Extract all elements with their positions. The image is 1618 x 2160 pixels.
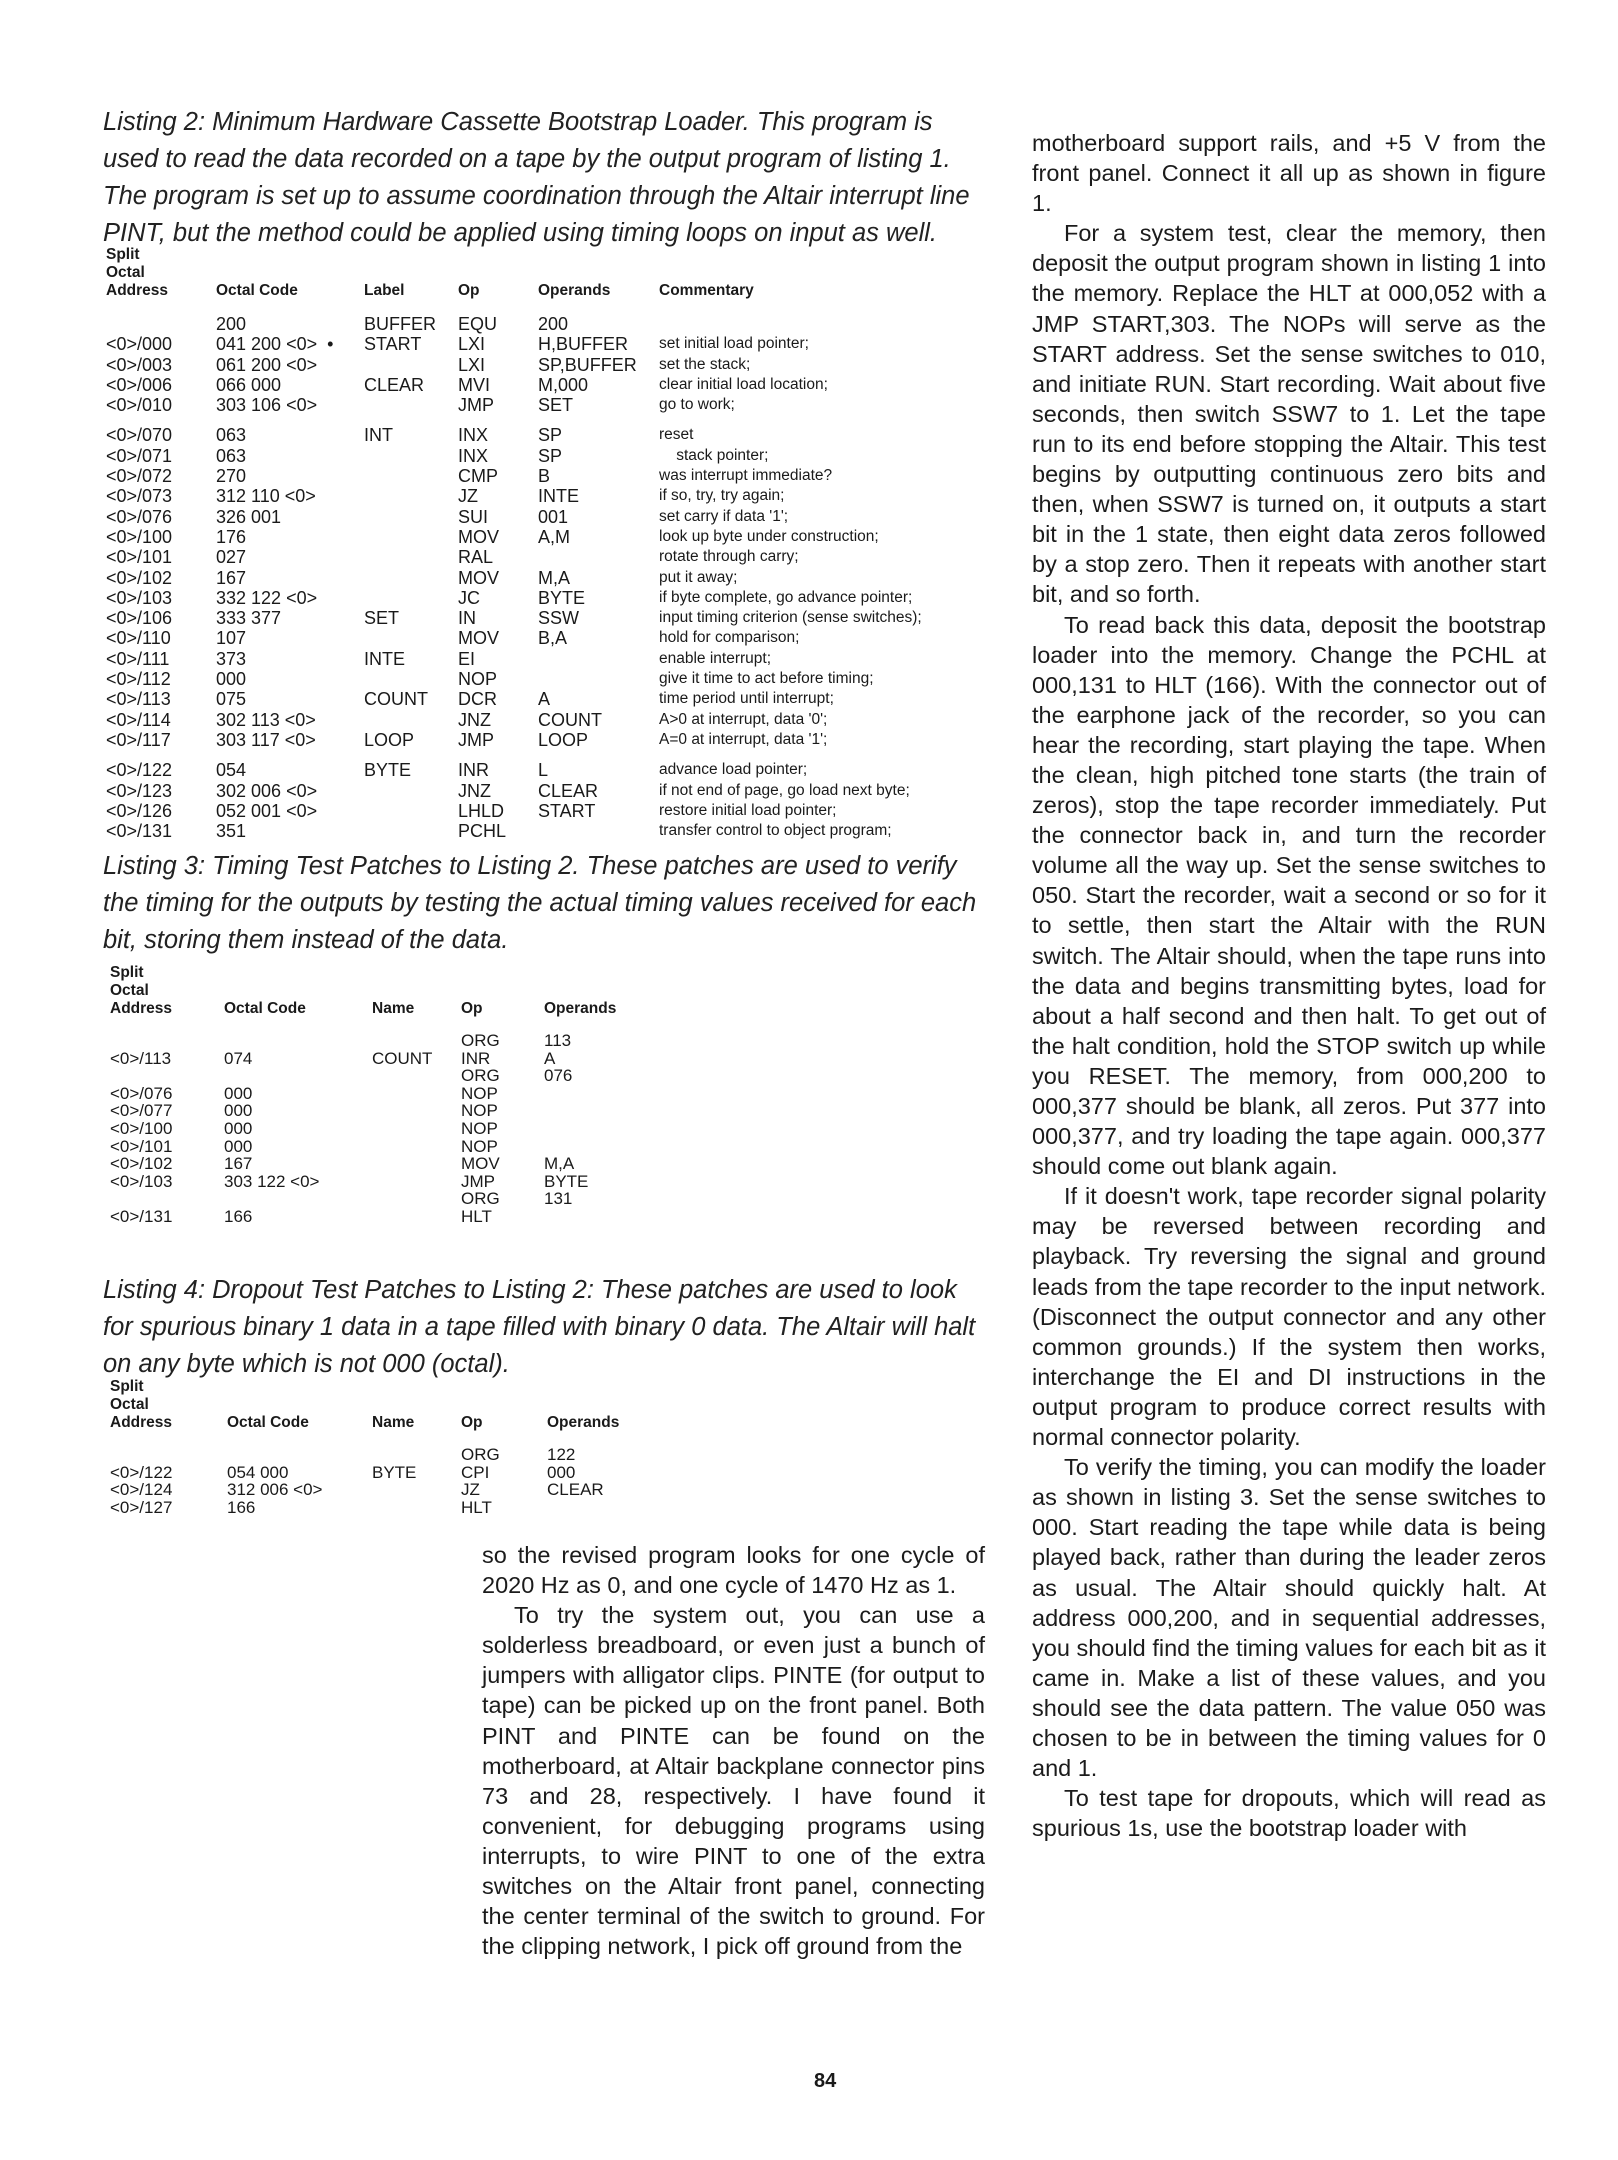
cell-commentary: input timing criterion (sense switches); (659, 609, 922, 627)
cell-octal-code: 326 001 (216, 506, 282, 527)
cell-op: ORG (461, 1066, 500, 1086)
column-header-address: Split Octal Address (110, 1378, 173, 1431)
cell-octal-code: 041 200 <0> • (216, 334, 334, 355)
cell-address: <0>/073 (106, 486, 173, 507)
cell-octal-code: 333 377 (216, 608, 282, 629)
cell-octal-code: 054 000 (227, 1462, 289, 1482)
cell-address: <0>/127 (110, 1497, 173, 1517)
cell-op: MVI (458, 374, 491, 395)
cell-operands: SET (538, 395, 574, 416)
cell-address: <0>/110 (106, 628, 171, 649)
cell-operands: 000 (547, 1462, 576, 1482)
cell-label: BYTE (364, 760, 412, 781)
cell-address: <0>/122 (106, 760, 173, 781)
cell-op: EI (458, 648, 476, 669)
cell-address: <0>/131 (110, 1206, 173, 1226)
cell-op: JMP (461, 1171, 495, 1191)
cell-commentary: set initial load pointer; (659, 335, 809, 353)
column-header-op: Op (461, 1414, 483, 1431)
cell-operands: START (538, 800, 596, 821)
cell-op: INR (458, 760, 489, 781)
cell-address: <0>/113 (110, 1048, 172, 1068)
cell-octal-code: 312 110 <0> (216, 486, 316, 507)
cell-op: LHLD (458, 800, 505, 821)
cell-operands: H,BUFFER (538, 334, 628, 355)
cell-op: INX (458, 445, 489, 466)
cell-address: <0>/111 (106, 648, 170, 669)
cell-op: RAL (458, 547, 494, 568)
cell-op: EQU (458, 314, 498, 334)
paragraph: motherboard support rails, and +5 V from the front panel. Connect it all up as shown in figure 1. (1032, 130, 1546, 217)
cell-label: BYTE (372, 1462, 417, 1482)
cell-operands: SP,BUFFER (538, 354, 637, 375)
column-header-octal-code: Octal Code (227, 1414, 309, 1431)
cell-operands: 200 (538, 314, 569, 334)
cell-commentary: rotate through carry; (659, 548, 799, 566)
cell-operands: B,A (538, 628, 568, 649)
cell-op: PCHL (458, 821, 507, 842)
cell-commentary: advance load pointer; (659, 761, 808, 779)
cell-octal-code: 063 (216, 425, 247, 446)
cell-label: BUFFER (364, 314, 436, 334)
cell-operands: LOOP (538, 729, 589, 750)
cell-operands: 131 (544, 1189, 573, 1209)
cell-op: INR (461, 1048, 491, 1068)
cell-address: <0>/101 (106, 547, 173, 568)
cell-commentary: transfer control to object program; (659, 822, 892, 840)
cell-operands: M,A (544, 1154, 575, 1174)
paragraph: To try the system out, you can use a solderless breadboard, or even just a bunch of jumpers with alligator clips. PINTE (for output to tape) can be picked up on the front panel. Both PINT and PINTE can be found on the motherboard, at Altair backplane connector pins 73 and 28, respectively. I have found it convenient, for debugging programs using interrupts, to wire PINT to one of the extra switches on the Altair front panel, connecting the center terminal of the switch to ground. For the clipping network, I pick off ground from the (482, 1602, 985, 1960)
cell-address: <0>/071 (106, 445, 173, 466)
cell-address: <0>/103 (110, 1171, 173, 1191)
cell-operands: SP (538, 425, 563, 446)
cell-operands: L (538, 760, 549, 781)
cell-octal-code: 000 (224, 1083, 253, 1103)
cell-operands: M,000 (538, 374, 589, 395)
cell-octal-code: 052 001 <0> (216, 800, 318, 821)
cell-label: CLEAR (364, 374, 425, 395)
cell-commentary: stack pointer; (659, 446, 769, 464)
cell-op: ORG (461, 1189, 500, 1209)
cell-operands: INTE (538, 486, 580, 507)
cell-octal-code: 332 122 <0> (216, 587, 318, 608)
cell-octal-code: 107 (216, 628, 247, 649)
paragraph: For a system test, clear the memory, then deposit the output program shown in listing 1 into the memory. Replace the HLT at 000,052 with a JMP START,303. The NOPs will serve as the START address. Set the sense switches to 010, and initiate RUN. Start recording. Wait about five seconds, then switch SSW7 to 1. Let the tape run to its end before stopping the Altair. This test begins by outputting continuous zero bits and then, when SSW7 is turned on, it outputs a start bit in the 1 state, then eight data zeros followed by a stop zero. Then it repeats with another start bit, and so forth. (1032, 220, 1546, 608)
cell-op: DCR (458, 689, 497, 710)
cell-op: MOV (458, 567, 500, 588)
cell-octal-code: 167 (224, 1154, 253, 1174)
cell-operands: CLEAR (538, 780, 599, 801)
cell-op: NOP (461, 1118, 498, 1138)
cell-op: JNZ (458, 780, 491, 801)
column-header-op: Op (458, 282, 480, 299)
paragraph: To verify the timing, you can modify the loader as shown in listing 3. Set the sense switches to 000. Start reading the tape while data is being played back, rather than during the leader zeros as usual. The Altair should quickly halt. At address 000,200, and in sequential addresses, you should find the timing values for each bit as it came in. Make a list of these values, and you should see the data pattern. The value 050 was chosen to be in between the timing values for 0 and 1. (1032, 1454, 1546, 1782)
cell-commentary: if not end of page, go load next byte; (659, 781, 910, 799)
cell-octal-code: 312 006 <0> (227, 1480, 323, 1500)
cell-op: JMP (458, 395, 494, 416)
page-number: 84 (814, 2070, 837, 2092)
cell-op: CPI (461, 1462, 490, 1482)
cell-address: <0>/076 (106, 506, 173, 527)
cell-op: MOV (458, 526, 500, 547)
cell-op: LXI (458, 334, 486, 355)
cell-octal-code: 074 (224, 1048, 253, 1068)
cell-address: <0>/000 (106, 334, 173, 355)
cell-octal-code: 303 122 <0> (224, 1171, 320, 1191)
paragraph: If it doesn't work, tape recorder signal polarity may be reversed between recording and playback. Try reversing the signal and ground leads from the tape recorder to the input network. (Disconnect the output connector and any other common grounds.) If the system then works, interchange the EI and DI instructions in the output program to produce correct results with normal connector polarity. (1032, 1183, 1546, 1451)
cell-octal-code: 000 (216, 669, 247, 690)
cell-octal-code: 063 (216, 445, 247, 466)
cell-address: <0>/117 (106, 729, 171, 750)
column-header-operands: Operands (547, 1414, 620, 1431)
cell-op: JZ (458, 486, 478, 507)
cell-operands: BYTE (538, 587, 586, 608)
cell-commentary: was interrupt immediate? (659, 467, 833, 485)
cell-address: <0>/070 (106, 425, 173, 446)
cell-operands: CLEAR (547, 1480, 604, 1500)
cell-address: <0>/100 (110, 1118, 173, 1138)
cell-octal-code: 270 (216, 466, 247, 487)
cell-op: ORG (461, 1031, 500, 1050)
cell-op: JZ (461, 1480, 480, 1500)
cell-operands: A,M (538, 526, 571, 547)
cell-commentary: set carry if data '1'; (659, 507, 789, 525)
cell-octal-code: 176 (216, 526, 247, 547)
cell-commentary: put it away; (659, 568, 738, 586)
cell-address: <0>/077 (110, 1101, 173, 1121)
cell-address: <0>/123 (106, 780, 173, 801)
paragraph: To read back this data, deposit the bootstrap loader into the memory. Change the PCHL at 000,131 to HLT (166). With the connector out of the earphone jack of the recorder, so you can hear the recording, start playing the tape. When the clean, high pitched tone starts (the train of zeros), stop the tape recorder immediately. Put the connector back in, and turn the recorder volume all the way up. Set the sense switches to 050. Start the recorder, wait a second or so for it to settle, then start the Altair with the RUN switch. The Altair should, when the tape runs into the data and begins transmitting bytes, load for about a half second and then halt. To get out of the halt condition, hold the STOP switch up while you RESET. The memory, from 000,200 to 000,377 should be blank, all zeros. Put 377 into 000,377, and try loading the tape again. 000,377 should come out blank again. (1032, 611, 1546, 1180)
cell-operands: A (544, 1048, 556, 1068)
cell-address: <0>/006 (106, 374, 173, 395)
cell-label: INTE (364, 648, 406, 669)
cell-commentary: A=0 at interrupt, data '1'; (659, 730, 828, 748)
cell-op: NOP (458, 669, 498, 690)
cell-address: <0>/100 (106, 526, 173, 547)
column-header-address: Split Octal Address (106, 246, 169, 299)
column-header-label: Label (364, 282, 405, 299)
cell-commentary: reset (659, 426, 694, 444)
cell-label: START (364, 334, 422, 355)
cell-label: SET (364, 608, 400, 629)
cell-operands: B (538, 466, 551, 487)
cell-operands: M,A (538, 567, 571, 588)
cell-op: ORG (461, 1445, 500, 1464)
cell-octal-code: 000 (224, 1136, 253, 1156)
cell-octal-code: 302 113 <0> (216, 709, 316, 730)
cell-commentary: give it time to act before timing; (659, 670, 874, 688)
cell-op: HLT (461, 1206, 492, 1226)
right-text-column (1032, 128, 1546, 1843)
cell-octal-code: 167 (216, 567, 247, 588)
cell-operands: COUNT (538, 709, 602, 730)
cell-operands: A (538, 689, 551, 710)
cell-operands: 001 (538, 506, 569, 527)
cell-octal-code: 166 (224, 1206, 253, 1226)
cell-commentary: go to work; (659, 396, 735, 414)
column-header-octal-code: Octal Code (216, 282, 298, 299)
cell-address: <0>/131 (106, 821, 173, 842)
cell-op: LXI (458, 354, 486, 375)
cell-address: <0>/122 (110, 1462, 173, 1482)
cell-op: IN (458, 608, 476, 629)
cell-address: <0>/114 (106, 709, 171, 730)
cell-address: <0>/101 (110, 1136, 173, 1156)
cell-octal-code: 166 (227, 1497, 256, 1517)
cell-op: HLT (461, 1497, 492, 1517)
cell-commentary: A>0 at interrupt, data '0'; (659, 710, 828, 728)
column-header-octal-code: Octal Code (224, 1000, 306, 1017)
cell-address: <0>/003 (106, 354, 173, 375)
column-header-address: Split Octal Address (110, 964, 173, 1017)
listing-4-caption: Listing 4: Dropout Test Patches to Listing 2: These patches are used to look for spurious binary 1 data in a tape filled with binary 0 data. The Altair will halt on any byte which is not 000 (octal). (103, 1276, 976, 1378)
column-header-operands: Operands (544, 1000, 617, 1017)
cell-octal-code: 303 117 <0> (216, 729, 316, 750)
cell-op: JC (458, 587, 480, 608)
cell-commentary: if byte complete, go advance pointer; (659, 588, 913, 606)
cell-octal-code: 066 000 (216, 374, 282, 395)
cell-commentary: set the stack; (659, 355, 751, 373)
cell-address: <0>/072 (106, 466, 173, 487)
cell-address: <0>/126 (106, 800, 173, 821)
cell-commentary: restore initial load pointer; (659, 801, 837, 819)
cell-operands: 122 (547, 1445, 576, 1464)
cell-commentary: hold for comparison; (659, 629, 800, 647)
cell-label: INT (364, 425, 393, 446)
paragraph: so the revised program looks for one cycle of 2020 Hz as 0, and one cycle of 1470 Hz as 1. (482, 1542, 985, 1599)
cell-commentary: if so, try, try again; (659, 487, 785, 505)
paragraph: To test tape for dropouts, which will read as spurious 1s, use the bootstrap loader with (1032, 1785, 1546, 1842)
cell-octal-code: 373 (216, 648, 247, 669)
cell-octal-code: 303 106 <0> (216, 395, 318, 416)
cell-op: INX (458, 425, 489, 446)
cell-octal-code: 061 200 <0> (216, 354, 318, 375)
listing-2-caption: Listing 2: Minimum Hardware Cassette Bootstrap Loader. This program is used to read the data recorded on a tape by the output program of listing 1. The program is set up to assume coordination through the Altair interrupt line PINT, but the method could be applied using timing loops on input as well. (103, 108, 970, 247)
cell-octal-code: 027 (216, 547, 247, 568)
cell-operands: 076 (544, 1066, 573, 1086)
cell-address: <0>/102 (106, 567, 173, 588)
cell-label: COUNT (372, 1048, 433, 1068)
cell-octal-code: 054 (216, 760, 247, 781)
cell-label: LOOP (364, 729, 415, 750)
cell-op: MOV (461, 1154, 500, 1174)
listing-3-caption: Listing 3: Timing Test Patches to Listing 2. These patches are used to verify the timing for the outputs by testing the actual timing values received for each bit, storing them instead of the data. (103, 852, 977, 954)
cell-op: JMP (458, 729, 494, 750)
cell-operands: SSW (538, 608, 580, 629)
cell-op: CMP (458, 466, 498, 487)
cell-operands: 113 (544, 1031, 572, 1050)
cell-octal-code: 351 (216, 821, 247, 842)
cell-label: COUNT (364, 689, 428, 710)
cell-commentary: look up byte under construction; (659, 527, 879, 545)
cell-address: <0>/102 (110, 1154, 173, 1174)
column-header-label: Name (372, 1414, 415, 1431)
cell-octal-code: 302 006 <0> (216, 780, 318, 801)
cell-op: NOP (461, 1101, 498, 1121)
cell-octal-code: 075 (216, 689, 247, 710)
cell-operands: SP (538, 445, 563, 466)
column-header-commentary: Commentary (659, 282, 754, 299)
column-header-op: Op (461, 1000, 483, 1017)
cell-address: <0>/103 (106, 587, 173, 608)
cell-op: NOP (461, 1136, 498, 1156)
cell-octal-code: 000 (224, 1101, 253, 1121)
cell-op: MOV (458, 628, 500, 649)
cell-address: <0>/124 (110, 1480, 173, 1500)
cell-operands: BYTE (544, 1171, 589, 1191)
column-header-label: Name (372, 1000, 415, 1017)
middle-text-column (482, 1540, 985, 1961)
column-header-operands: Operands (538, 282, 611, 299)
cell-op: JNZ (458, 709, 491, 730)
cell-op: SUI (458, 506, 489, 527)
cell-op: NOP (461, 1083, 498, 1103)
cell-address: <0>/113 (106, 689, 171, 710)
cell-commentary: enable interrupt; (659, 649, 772, 667)
cell-address: <0>/010 (106, 395, 173, 416)
cell-commentary: clear initial load location; (659, 375, 828, 393)
cell-commentary: time period until interrupt; (659, 690, 834, 708)
cell-address: <0>/106 (106, 608, 173, 629)
cell-address: <0>/076 (110, 1083, 173, 1103)
cell-octal-code: 000 (224, 1118, 253, 1138)
cell-address: <0>/112 (106, 669, 171, 690)
cell-octal-code: 200 (216, 314, 247, 334)
